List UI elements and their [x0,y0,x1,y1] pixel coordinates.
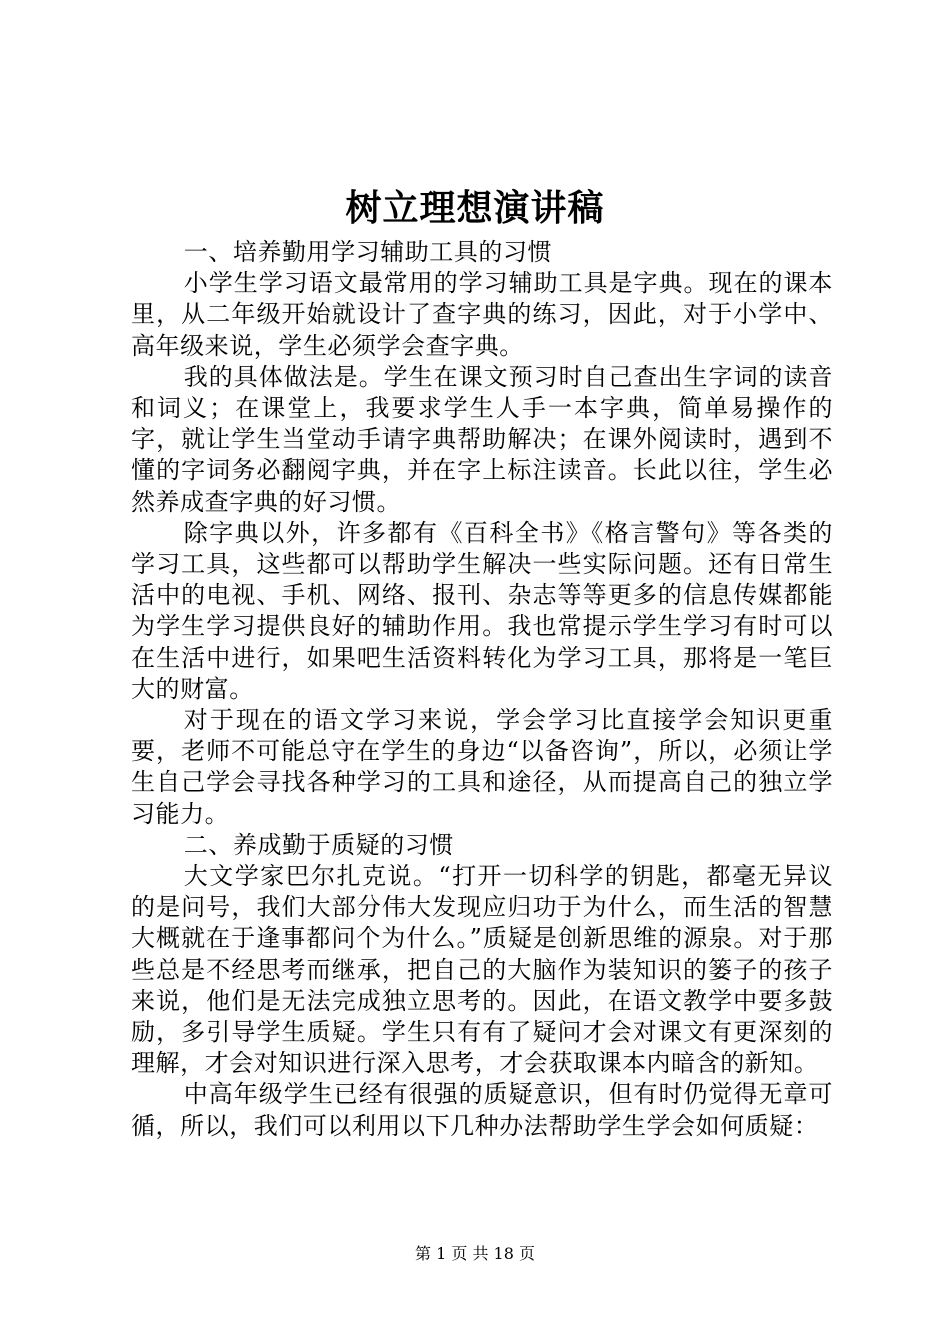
paragraph: 我的具体做法是。学生在课文预习时自己查出生字词的读音和词义；在课堂上，我要求学生人手一本字典，简单易操作的字，就让学生当堂动手请字典帮助解决；在课外阅读时，遇到不懂的字词务必翻阅字典，并在字上标注读音。长此以往，学生必然养成查字典的好习惯。 [131,362,833,516]
paragraph: 小学生学习语文最常用的学习辅助工具是字典。现在的课本里，从二年级开始就设计了查字典的练习，因此，对于小学中、高年级来说，学生必须学会查字典。 [131,269,833,360]
paragraph: 除字典以外，许多都有《百科全书》《格言警句》等各类的学习工具，这些都可以帮助学生解决一些实际问题。还有日常生活中的电视、手机、网络、报刊、杂志等等更多的信息传媒都能为学生学习提供良好的辅助作用。我也常提示学生学习有时可以在生活中进行，如果吧生活资料转化为学习工具，那将是一笔巨大的财富。 [131,518,833,703]
section-heading-2: 二、养成勤于质疑的习惯 [183,830,454,859]
document-title: 树立理想演讲稿 [345,187,605,229]
page-footer: 第 1 页 共 18 页 [415,1244,535,1263]
section-heading-1: 一、培养勤用学习辅助工具的习惯 [183,238,553,266]
document-body [131,237,833,1142]
paragraph: 大文学家巴尔扎克说。“打开一切科学的钥匙，都毫无异议的是问号，我们大部分伟大发现应归功于为什么，而生活的智慧大概就在于逢事都问个为什么。”质疑是创新思维的源泉。对于那些总是不经思考而继承，把自己的大脑作为装知识的篓子的孩子来说，他们是无法完成独立思考的。因此，在语文教学中要多鼓励，多引导学生质疑。学生只有有了疑问才会对课文有更深刻的理解，才会对知识进行深入思考，才会获取课本内暗含的新知。 [131,862,833,1078]
paragraph: 对于现在的语文学习来说，学会学习比直接学会知识更重要，老师不可能总守在学生的身边“以备咨询”，所以，必须让学生自己学会寻找各种学习的工具和途径，从而提高自己的独立学习能力。 [131,706,833,828]
paragraph: 中高年级学生已经有很强的质疑意识，但有时仍觉得无章可循，所以，我们可以利用以下几种办法帮助学生学会如何质疑： [131,1080,833,1140]
